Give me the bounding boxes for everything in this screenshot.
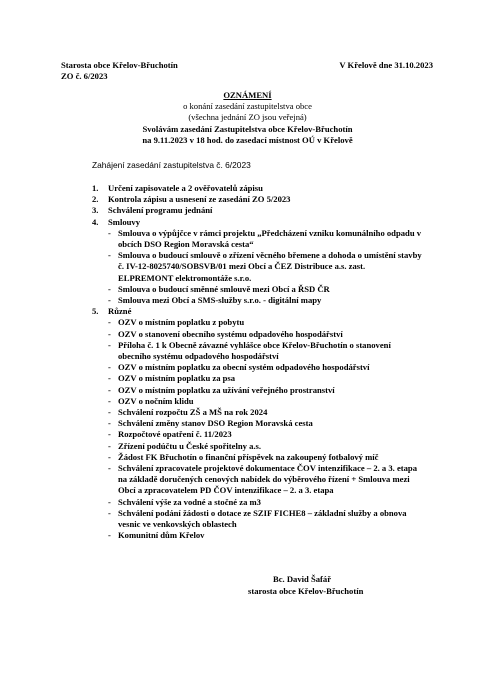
agenda-subitem: [92, 418, 422, 429]
agenda-item-number: 1.: [92, 183, 99, 193]
agenda-subitem-text: Schválení rozpočtu ZŠ a MŠ na rok 2024: [118, 407, 268, 418]
agenda-subitem: [92, 329, 422, 340]
dash-bullet: -: [108, 317, 111, 328]
agenda-subitem-text: Schválení zpracovatele projektové dokumentace ČOV intenzifikace – 2. a 3. etapa na základě doručených cenových nabídek do výběrového řízení + Smlouva mezi Obcí a zpracovatelem PD ČOV intenzifikace – 2. a 3. etapa: [118, 463, 417, 496]
dash-bullet: -: [108, 395, 111, 406]
dash-bullet: -: [108, 384, 111, 395]
dash-bullet: -: [108, 328, 111, 339]
agenda-item-text: Různé: [108, 306, 132, 317]
agenda-subitem-text: OZV o místním poplatku za psa: [118, 373, 236, 384]
agenda-subitem-text: Smlouva o budoucí směnné smlouvě mezi Obcí a ŘSD ČR: [118, 283, 330, 294]
agenda-subitem: [92, 317, 422, 328]
agenda-subitem-text: OZV o nočním klidu: [118, 395, 194, 406]
agenda-subitem-text: OZV o místním poplatku za obecní systém odpadového hospodářství: [118, 362, 370, 373]
agenda-subitem-text: Rozpočtové opatření č. 11/2023: [118, 429, 232, 440]
agenda-item-number: 5.: [92, 306, 99, 317]
agenda-subitem-text: Žádost FK Břuchotín o finanční příspěvek na zakoupený fotbalový míč: [118, 451, 379, 462]
dash-bullet: -: [108, 407, 111, 418]
agenda-subitem: [92, 429, 422, 440]
agenda-subitem-text: OZV o stanovení obecního systému odpadového hospodářství: [118, 328, 343, 339]
agenda-subitem: [92, 407, 422, 418]
agenda-subitem-text: Příloha č. 1 k Obecně závazné vyhlášce obce Křelov-Břuchotín o stanovení obecního systému odpadového hospodářství: [118, 339, 391, 362]
agenda-subitem: [92, 284, 422, 295]
agenda-subitem: [92, 530, 422, 541]
announcement-line-3: Svolávám zasedání Zastupitelstva obce Křelov-Břuchotín: [142, 123, 353, 134]
agenda-subitem-text: Zřízení podúčtu u České spořitelny a.s.: [118, 440, 262, 451]
announcement-line-1: o konání zasedání zastupitelstva obce: [183, 101, 312, 112]
announcement-line-2: (všechna jednání ZO jsou veřejná): [188, 112, 307, 123]
agenda-item-text: Schválení programu jednání: [108, 205, 213, 216]
dash-bullet: -: [108, 283, 111, 294]
agenda-subitem: [92, 250, 422, 284]
agenda-item: [92, 217, 422, 228]
agenda-subitem: [92, 362, 422, 373]
agenda-subitem-text: Komunitní dům Křelov: [118, 530, 205, 541]
agenda-item-text: Smlouvy: [108, 216, 140, 227]
announcement-line-4: na 9.11.2023 v 18 hod. do zasedací místnost OÚ v Křelově: [142, 134, 353, 145]
header-sender: [61, 60, 178, 82]
dash-bullet: -: [108, 530, 111, 541]
dash-bullet: -: [108, 227, 111, 238]
agenda-subitem-text: OZV o místním poplatku za užívání veřejného prostranství: [118, 384, 335, 395]
dash-bullet: -: [108, 440, 111, 451]
signature-name: Bc. David Šafář: [273, 574, 332, 584]
meeting-intro: Zahájení zasedání zastupitelstva č. 6/2023: [92, 160, 251, 170]
dash-bullet: -: [108, 507, 111, 518]
agenda-item: [92, 306, 422, 317]
signature-role: starosta obce Křelov-Břuchotín: [248, 586, 364, 596]
dash-bullet: -: [108, 362, 111, 373]
agenda-subitem: [92, 385, 422, 396]
agenda-subitem: [92, 463, 422, 497]
header-date: V Křelově dne 31.10.2023: [339, 60, 433, 70]
dash-bullet: -: [108, 451, 111, 462]
agenda-item-number: 2.: [92, 194, 99, 205]
agenda-subitem: [92, 295, 422, 306]
dash-bullet: -: [108, 373, 111, 384]
dash-bullet: -: [108, 418, 111, 429]
sender-ref: ZO č. 6/2023: [61, 71, 108, 82]
agenda-subitem: [92, 373, 422, 384]
agenda-item: [92, 183, 422, 194]
agenda-item-number: 4.: [92, 216, 99, 227]
agenda-subitem: [92, 340, 422, 362]
agenda-item-text: Určení zapisovatele a 2 ověřovatelů zápisu: [108, 183, 263, 193]
agenda-item: [92, 194, 422, 205]
dash-bullet: -: [108, 429, 111, 440]
agenda-subitem-text: Schválení podání žádosti o dotace ze SZIF FICHE8 – základní služby a obnova vesnic ve venkovských oblastech: [118, 507, 407, 530]
agenda-item: [92, 205, 422, 216]
agenda-subitem-text: OZV o místním poplatku z pobytu: [118, 317, 245, 328]
agenda-subitem-text: Schválení výše za vodné a stočné za m3: [118, 496, 261, 507]
agenda-subitem: [92, 228, 422, 250]
dash-bullet: -: [108, 295, 111, 306]
dash-bullet: -: [108, 463, 111, 474]
dash-bullet: -: [108, 496, 111, 507]
agenda-subitem-text: Smlouva o budoucí smlouvě o zřízení věcného břemene a dohoda o umístění stavby č. IV-12-8025740/SOBSVB/01 mezi Obcí a ČEZ Distribuce a.s. zast. ELPREMONT elektromontáže s.r.o.: [118, 250, 422, 283]
agenda-subitem: [92, 452, 422, 463]
dash-bullet: -: [108, 250, 111, 261]
dash-bullet: -: [108, 339, 111, 350]
agenda-subitem: [92, 396, 422, 407]
agenda-subitem: [92, 441, 422, 452]
agenda-subitem-text: Schválení změny stanov DSO Region Moravská cesta: [118, 418, 313, 429]
sender-name: Starosta obce Křelov-Břuchotín: [61, 60, 178, 70]
agenda-subitem-text: Smlouva mezi Obcí a SMS-služby s.r.o. - digitální mapy: [118, 295, 322, 306]
agenda-item-number: 3.: [92, 205, 99, 216]
announcement-block: [0, 90, 495, 146]
announcement-title: OZNÁMENÍ: [223, 90, 272, 100]
agenda-subitem-text: Smlouva o výpůjčce v rámci projektu „Předcházení vzniku komunálního odpadu v obcích DSO Region Moravská cesta“: [118, 227, 422, 250]
agenda-list: [92, 183, 422, 542]
agenda-subitem: [92, 508, 422, 530]
agenda-item-text: Kontrola zápisu a usnesení ze zasedání ZO 5/2023: [108, 194, 291, 205]
agenda-subitem: [92, 497, 422, 508]
